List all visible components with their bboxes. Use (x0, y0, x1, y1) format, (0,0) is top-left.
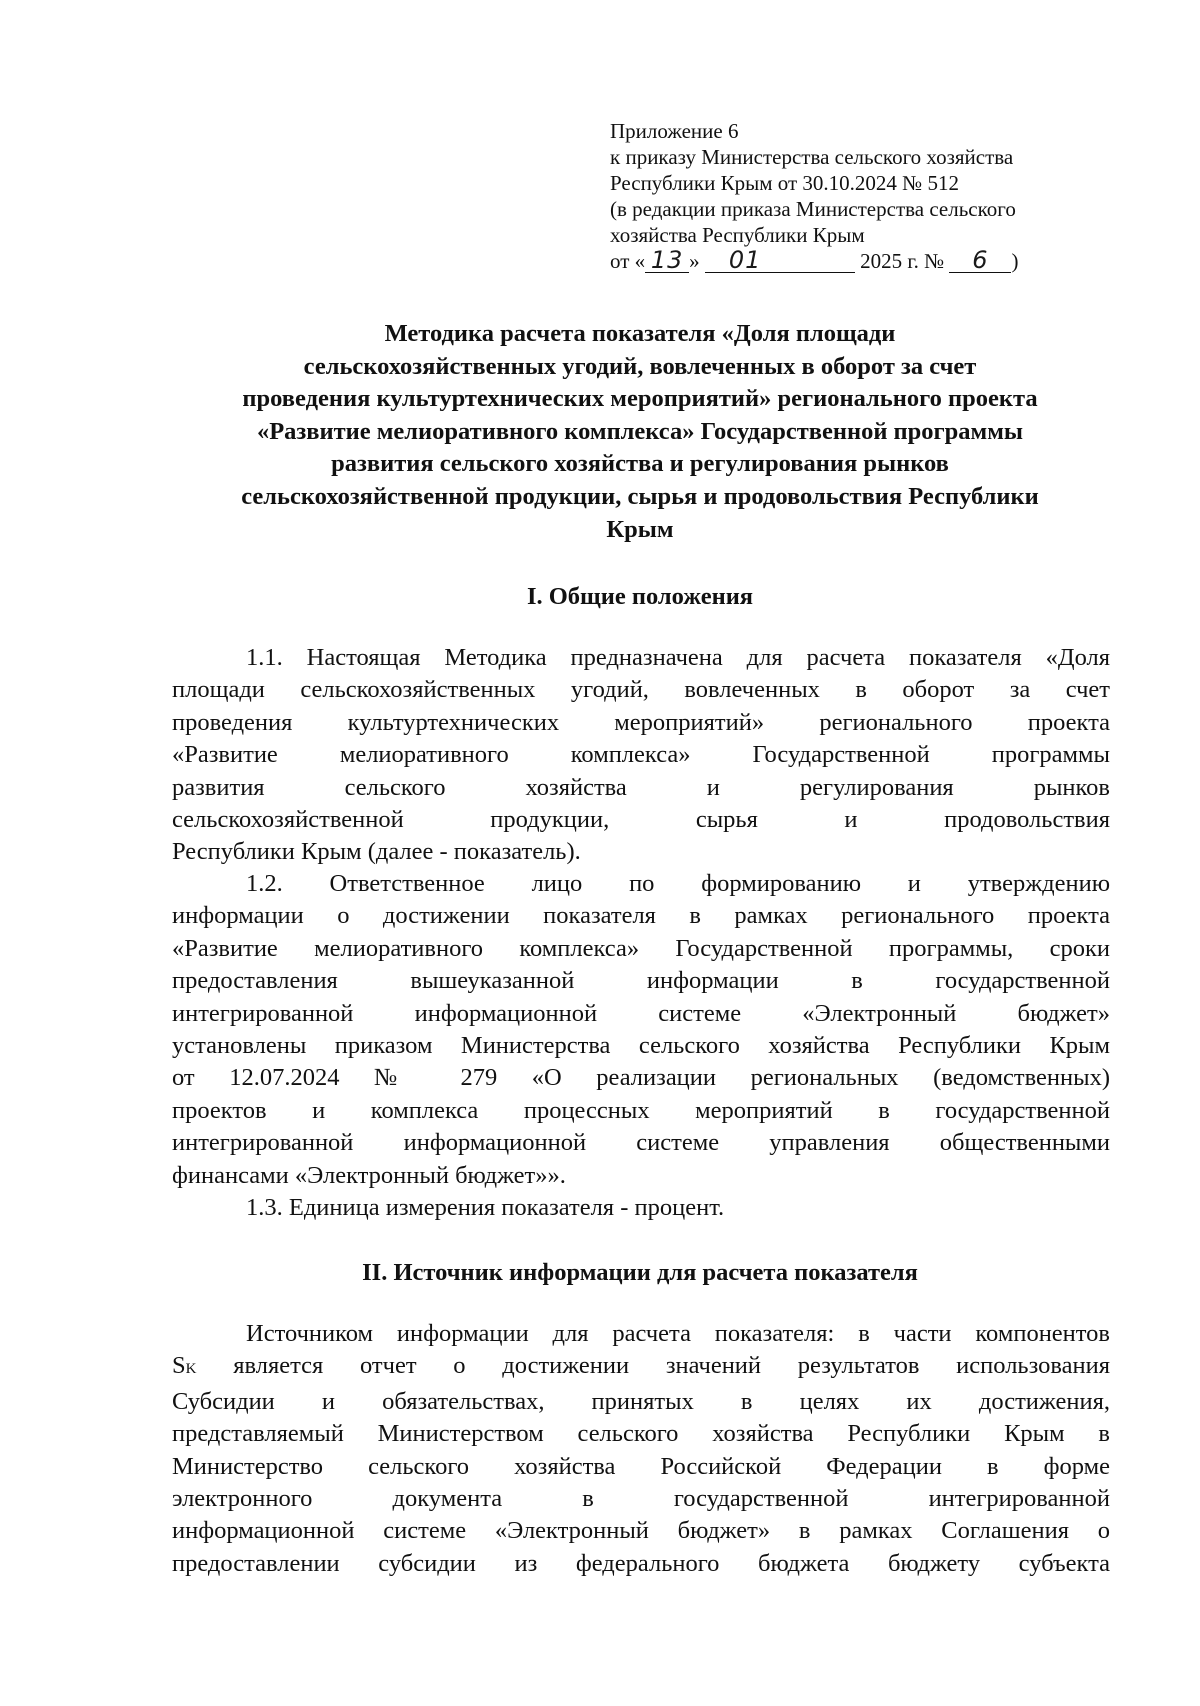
appendix-header (610, 118, 1130, 274)
paragraph-line: проведения культуртехнических мероприятий» регионального проекта (172, 708, 1110, 736)
paragraph-line: проектов и комплекса процессных мероприятий в государственной (172, 1096, 1110, 1124)
appendix-title: Приложение 6 (610, 119, 739, 143)
paragraph-line: интегрированной информационной системе «Электронный бюджет» (172, 999, 1110, 1027)
title-line: «Развитие мелиоративного комплекса» Государственной программы (256, 417, 1024, 445)
paragraph-line: Республики Крым (далее - показатель). (172, 838, 581, 866)
paragraph-2-1 (172, 1318, 1110, 1580)
date-prefix: от « (610, 249, 646, 273)
appendix-order-line: к приказу Министерства сельского хозяйства (610, 145, 1014, 169)
paragraph-line: представляемый Министерством сельского хозяйства Республики Крым в (172, 1420, 1110, 1448)
paragraph-line: Министерство сельского хозяйства Российской Федерации в форме (172, 1452, 1110, 1480)
section-1-heading: I. Общие положения (526, 583, 754, 610)
sk-subscript: K (185, 1361, 197, 1378)
handwritten-month: 01 (728, 246, 762, 274)
date-year-number-label: 2025 г. № (860, 249, 945, 273)
paragraph-line: предоставлении субсидии из федерального бюджета бюджету субъекта (172, 1549, 1110, 1577)
paragraph-line: Субсидии и обязательствах, принятых в целях их достижения, (172, 1387, 1110, 1415)
paragraph-line: развития сельского хозяйства и регулирования рынков (172, 773, 1110, 801)
title-line: сельскохозяйственной продукции, сырья и продовольствия Республики (241, 482, 1039, 510)
title-line: Крым (606, 515, 674, 543)
title-line: Методика расчета показателя «Доля площади (384, 320, 896, 347)
paragraph-1-3 (172, 1192, 1110, 1224)
sk-line-rest: является отчет о достижении значений результатов использования (196, 1352, 1110, 1380)
date-month-field (705, 246, 855, 274)
paragraph-line: информации о достижении показателя в рамках регионального проекта (172, 902, 1110, 930)
appendix-ministry-line: хозяйства Республики Крым (610, 223, 865, 247)
section-2-heading: II. Источник информации для расчета показателя (362, 1259, 918, 1286)
paragraph-line: предоставления вышеуказанной информации в государственной (172, 967, 1110, 995)
paragraph-line: площади сельскохозяйственных угодий, вовлеченных в оборот за счет (172, 676, 1110, 704)
date-quote-close: » (689, 249, 700, 273)
date-suffix: ) (1011, 249, 1019, 273)
paragraph-line: установлены приказом Министерства сельского хозяйства Республики Крым (172, 1032, 1110, 1060)
revision-date-line (610, 248, 1130, 274)
paragraph-line: «Развитие мелиоративного комплекса» Государственной программы (172, 741, 1110, 769)
paragraph-line: электронного документа в государственной интегрированной (172, 1485, 1110, 1513)
paragraph-line: 1.1. Настоящая Методика предназначена для расчета показателя «Доля (246, 644, 1110, 671)
sk-symbol (172, 1352, 196, 1379)
title-line: сельскохозяйственных угодий, вовлеченных в оборот за счет (303, 352, 977, 380)
paragraph-line: 1.2. Ответственное лицо по формированию и утверждению (246, 870, 1110, 897)
handwritten-order-number: 6 (972, 246, 989, 274)
order-number-field (949, 246, 1011, 274)
handwritten-day: 13 (650, 246, 684, 274)
paragraph-line: «Развитие мелиоративного комплекса» Государственной программы, сроки (172, 934, 1110, 962)
sk-main: S (172, 1352, 186, 1380)
paragraph-line: финансами «Электронный бюджет»». (172, 1161, 566, 1189)
title-line: проведения культуртехнических мероприятий» регионального проекта (242, 385, 1038, 413)
paragraph-line: информационной системе «Электронный бюджет» в рамках Соглашения о (172, 1517, 1110, 1545)
appendix-order-date-line: Республики Крым от 30.10.2024 № 512 (610, 171, 959, 195)
paragraph-line: от 12.07.2024 № 279 «О реализации региональных (ведомственных) (172, 1064, 1110, 1092)
paragraph-1-1 (172, 642, 1110, 869)
paragraph-1-2 (172, 868, 1110, 1192)
document-title (160, 318, 1120, 546)
date-day-field (645, 246, 689, 274)
title-line: развития сельского хозяйства и регулирования рынков (331, 450, 949, 478)
paragraph-line: интегрированной информационной системе управления общественными (172, 1129, 1110, 1157)
paragraph-line: Источником информации для расчета показателя: в части компонентов (246, 1320, 1110, 1347)
paragraph-line: сельскохозяйственной продукции, сырья и продовольствия (172, 806, 1110, 834)
paragraph-line: 1.3. Единица измерения показателя - процент. (246, 1194, 725, 1221)
paragraph-line-sk (172, 1350, 1110, 1385)
appendix-revision-line: (в редакции приказа Министерства сельского (610, 197, 1016, 221)
